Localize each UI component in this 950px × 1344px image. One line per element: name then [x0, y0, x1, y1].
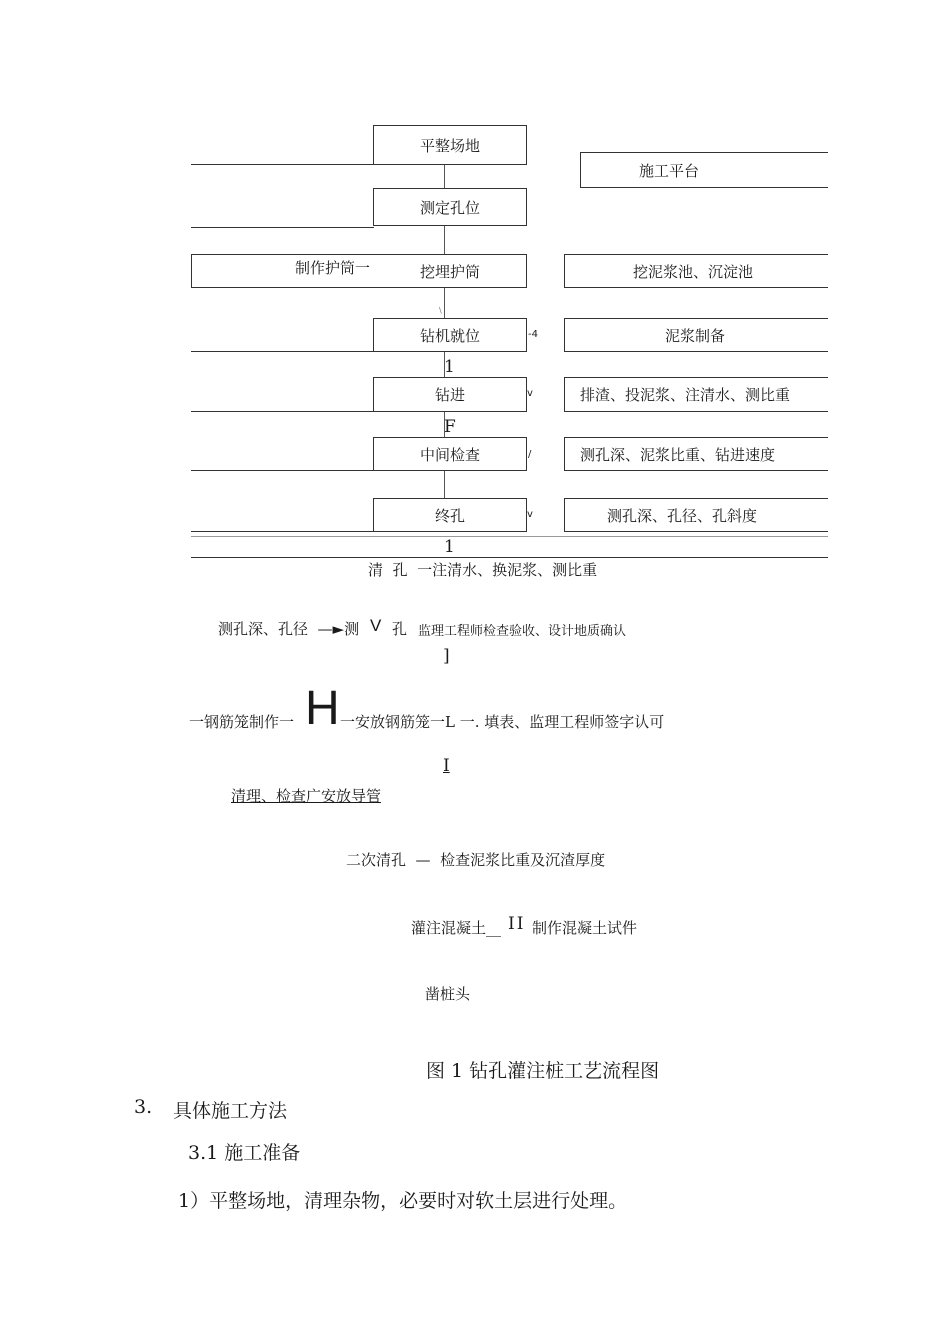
rule-line — [191, 470, 374, 471]
flow-side-label: 测孔深、孔径、孔斜度 — [607, 506, 758, 525]
section-title: 具体施工方法 — [173, 1100, 288, 1122]
flow-step-label: 平整场地 — [419, 136, 480, 155]
flow-step-label: 钻进 — [434, 386, 465, 404]
flow-side-depth-diameter-incline — [564, 498, 828, 532]
flow-step-label: 钻机就位 — [419, 326, 480, 345]
measure-text: 孔 — [392, 620, 408, 638]
flow-side-depth-density-speed — [564, 437, 828, 471]
flow-step-label: 终孔 — [434, 506, 465, 525]
arrow-mark: v — [527, 388, 533, 399]
rule-line — [191, 351, 374, 352]
cage-h-glyph: H — [305, 682, 340, 735]
flow-step-label: 中间检查 — [419, 445, 480, 464]
flow-side-label: 排渣、投泥浆、注清水、测比重 — [580, 386, 791, 404]
tick-mark: \ — [439, 306, 442, 315]
rule-line — [191, 531, 374, 532]
flow-step-casing-burial — [373, 254, 527, 288]
cage-make-text: 一钢筋笼制作一 — [189, 713, 295, 731]
flow-step-make-casing — [191, 254, 374, 288]
flow-side-label: 施工平台 — [639, 161, 700, 180]
figure-caption: 图 1 钻孔灌注桩工艺流程图 — [426, 1060, 660, 1082]
pipe-text: 清理、检查广安放导管 — [231, 787, 382, 805]
flow-side-mud-preparation — [564, 318, 828, 352]
arrow-mark: / — [528, 449, 532, 460]
flow-step-final-hole — [373, 498, 527, 532]
measure-inspection-text: 监理工程师检查验收、设计地质确认 — [418, 624, 627, 639]
flow-side-construction-platform — [580, 152, 828, 188]
flow-side-label: 测孔深、泥浆比重、钻进速度 — [580, 445, 776, 464]
rule-line — [191, 411, 374, 412]
specimen-text: 制作混凝土试件 — [532, 919, 638, 937]
flow-step-drilling — [373, 377, 527, 412]
measure-v-glyph: V — [370, 616, 382, 635]
rule-line — [191, 227, 374, 228]
bracket-glyph: ] — [443, 646, 450, 666]
section-number: 3. — [134, 1096, 153, 1118]
pour-text: 灌注混凝土__ — [411, 919, 502, 937]
arrow-mark: -4 — [528, 329, 538, 340]
rule-line — [191, 557, 828, 558]
second-clean-text: 二次清孔 — 检查泥浆比重及沉渣厚度 — [346, 851, 606, 869]
flow-step-intermediate-check — [373, 437, 527, 471]
connector-glyph: F — [444, 417, 456, 437]
rule-line — [191, 164, 374, 165]
flow-step-label: 测定孔位 — [419, 198, 480, 217]
connector-glyph: 1 — [444, 537, 455, 557]
cage-install-text: 一安放钢筋笼一L 一. 填表、监理工程师签字认可 — [340, 713, 665, 731]
flow-step-label: 挖埋护筒 — [419, 262, 480, 281]
connector-glyph: 1 — [444, 357, 455, 377]
flow-step-hole-positioning — [373, 188, 527, 226]
flow-side-label: 挖泥浆池、沉淀池 — [633, 262, 754, 281]
flow-step-site-leveling — [373, 125, 527, 165]
arrow-mark: v — [527, 509, 533, 520]
subsection-title: 3.1 施工准备 — [188, 1142, 301, 1164]
flow-side-slag-discharge — [564, 377, 828, 412]
pour-ii-glyph: II — [508, 914, 526, 934]
paragraph-item: 1）平整场地，清理杂物，必要时对软土层进行处理。 — [178, 1190, 628, 1212]
bracket-glyph: I — [443, 756, 450, 776]
measure-text: 测孔深、孔径 —►测 — [218, 620, 360, 638]
flow-side-mud-pit — [564, 254, 828, 288]
flow-step-rig-positioning — [373, 318, 527, 352]
rule-line — [191, 536, 828, 537]
clean-hole-text: 清 孔 一注清水、换泥浆、测比重 — [368, 561, 598, 579]
flow-step-label: 制作护筒一 — [295, 259, 371, 277]
chisel-text: 凿桩头 — [425, 985, 471, 1003]
flow-side-label: 泥浆制备 — [665, 326, 726, 345]
